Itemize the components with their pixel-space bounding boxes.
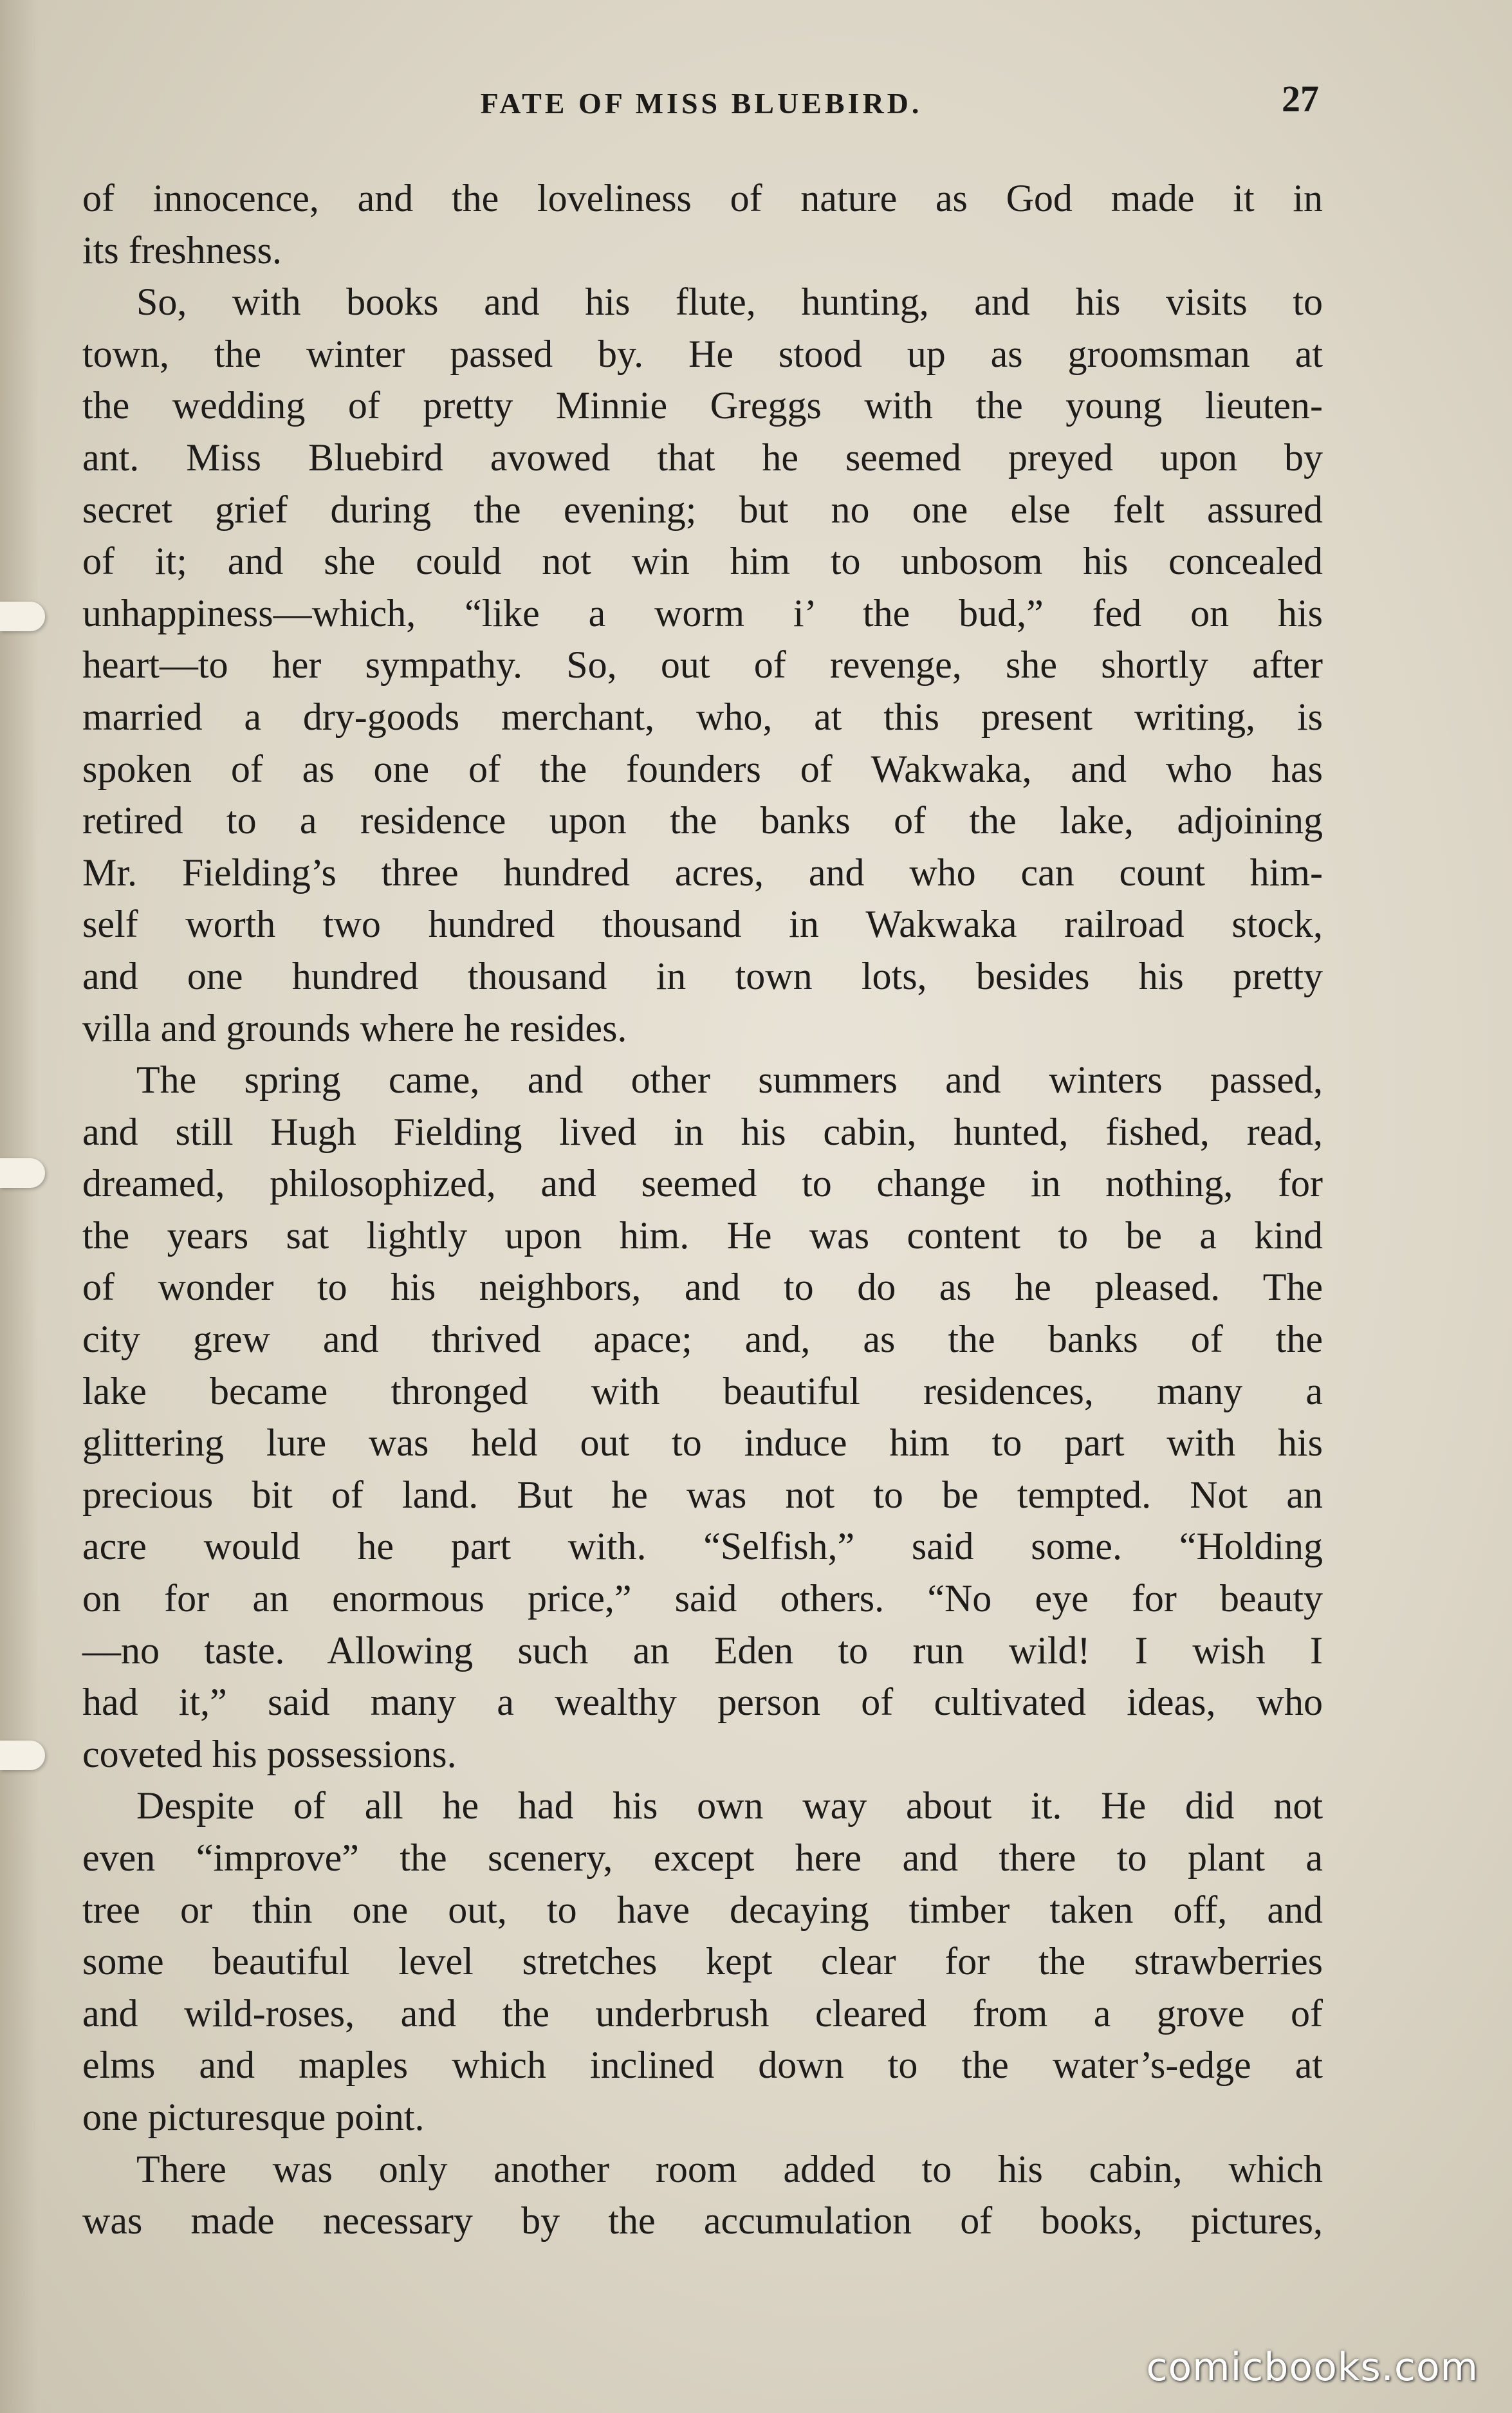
text-line: of innocence, and the loveliness of nature as God made it in (82, 177, 1323, 219)
page-header (84, 72, 1319, 136)
text-line: secret grief during the evening; but no one else felt assured (82, 488, 1323, 531)
watermark: comicbooks.com (1146, 2345, 1479, 2390)
page-edge-shadow (0, 0, 39, 2413)
text-line: dreamed, philosophized, and seemed to change in nothing, for (82, 1162, 1323, 1205)
text-line: and wild-roses, and the underbrush cleared from a grove of (82, 1992, 1323, 2035)
body-text (82, 172, 1323, 2247)
text-line: the years sat lightly upon him. He was content to be a kind (82, 1214, 1323, 1257)
text-line: city grew and thrived apace; and, as the banks of the (82, 1318, 1323, 1361)
text-line: So, with books and his flute, hunting, and his visits to (136, 281, 1323, 324)
text-line: acre would he part with. “Selfish,” said some. “Holding (82, 1525, 1323, 1568)
page-tear-mark (0, 602, 45, 631)
text-line: lake became thronged with beautiful residences, many a (82, 1369, 1323, 1412)
text-line: glittering lure was held out to induce him to part with his (82, 1421, 1323, 1465)
text-line: —no taste. Allowing such an Eden to run wild! I wish I (82, 1629, 1323, 1672)
text-line: coveted his possessions. (82, 1732, 457, 1775)
page-number: 27 (1282, 78, 1319, 120)
text-line: town, the winter passed by. He stood up as groomsman at (82, 332, 1323, 375)
text-line: some beautiful level stretches kept clear for the strawberries (82, 1940, 1323, 1983)
text-line: The spring came, and other summers and winters passed, (136, 1059, 1323, 1102)
text-line: even “improve” the scenery, except here and there to plant a (82, 1836, 1323, 1879)
text-line: of it; and she could not win him to unbosom his concealed (82, 540, 1323, 583)
text-line: and still Hugh Fielding lived in his cabin, hunted, fished, read, (82, 1110, 1323, 1153)
text-line: and one hundred thousand in town lots, besides his pretty (82, 954, 1323, 997)
text-line: There was only another room added to his cabin, which (136, 2147, 1323, 2190)
running-head: FATE OF MISS BLUEBIRD. (480, 87, 923, 120)
text-line: its freshness. (82, 228, 282, 272)
text-line: precious bit of land. But he was not to be tempted. Not an (82, 1473, 1323, 1516)
page-tear-mark (0, 1158, 45, 1188)
text-line: one picturesque point. (82, 2095, 425, 2138)
text-line: Despite of all he had his own way about it. He did not (136, 1784, 1323, 1827)
text-line: spoken of as one of the founders of Wakwaka, and who has (82, 747, 1323, 790)
text-line: Mr. Fielding’s three hundred acres, and who can count him- (82, 851, 1323, 894)
text-line: tree or thin one out, to have decaying timber taken off, and (82, 1888, 1323, 1931)
text-line: unhappiness—which, “like a worm i’ the bud,” fed on his (82, 591, 1323, 634)
text-line: of wonder to his neighbors, and to do as he pleased. The (82, 1266, 1323, 1309)
text-line: retired to a residence upon the banks of the lake, adjoining (82, 799, 1323, 842)
text-line: on for an enormous price,” said others. “No eye for beauty (82, 1577, 1323, 1620)
text-line: the wedding of pretty Minnie Greggs with the young lieuten- (82, 384, 1323, 427)
text-line: elms and maples which inclined down to the water’s-edge at (82, 2044, 1323, 2087)
text-line: ant. Miss Bluebird avowed that he seemed preyed upon by (82, 436, 1323, 479)
text-line: had it,” said many a wealthy person of cultivated ideas, who (82, 1681, 1323, 1724)
text-line: was made necessary by the accumulation of books, pictures, (82, 2199, 1323, 2242)
text-line: married a dry-goods merchant, who, at this present writing, is (82, 695, 1323, 738)
text-line: self worth two hundred thousand in Wakwaka railroad stock, (82, 903, 1323, 946)
text-line: villa and grounds where he resides. (82, 1006, 627, 1049)
text-line: heart—to her sympathy. So, out of revenge, she shortly after (82, 643, 1323, 687)
page-tear-mark (0, 1741, 45, 1770)
